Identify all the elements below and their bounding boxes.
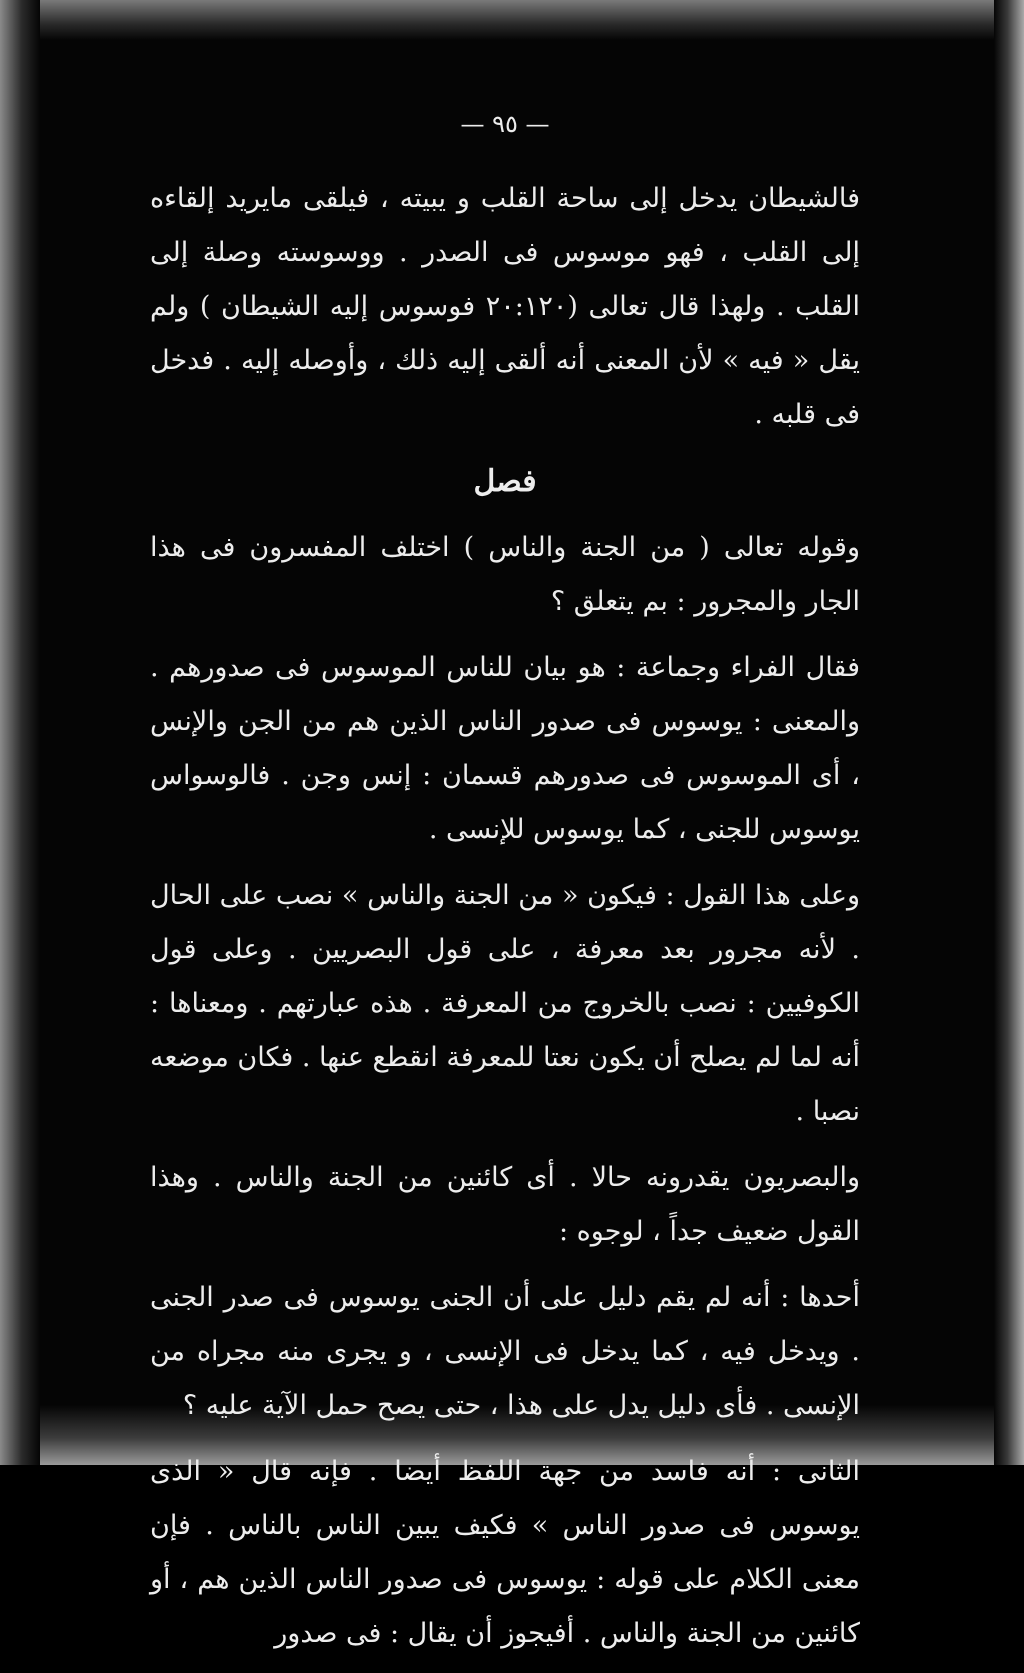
paragraph-5: والبصريون يقدرونه حالا . أى كائنين من الجنة والناس . وهذا القول ضعيف جداً ، لوجوه : (150, 1162, 860, 1247)
paragraph-6: أحدها : أنه لم يقم دليل على أن الجنى يوسوس فى صدر الجنى . ويدخل فيه ، كما يدخل فى الإنسى ، و يجرى منه مجراه من الإنسى . فأى دليل يدل على هذا ، حتى يصح حمل الآية عليه ؟ (150, 1282, 860, 1421)
page-text-block (150, 110, 860, 1673)
section-heading: فصل (473, 464, 537, 499)
paragraph-2: وقوله تعالى ( من الجنة والناس ) اختلف المفسرون فى هذا الجار والمجرور : بم يتعلق ؟ (150, 532, 860, 617)
paragraph-7: الثانى : أنه فاسد من جهة اللفظ أيضا . فإنه قال « الذى يوسوس فى صدور الناس » فكيف يبين الناس بالناس . فإن معنى الكلام على قوله : يوسوس فى صدور الناس الذين هم ، أو كائنين من الجنة والناس . أفيجوز أن يقال : فى صدور (150, 1456, 860, 1649)
paragraph-1: فالشيطان يدخل إلى ساحة القلب و يبيته ، فيلقى مايريد إلقاءه إلى القلب ، فهو موسوس فى الصدر . ووسوسته وصلة إلى القلب . ولهذا قال تعالى (٢٠:١٢٠ فوسوس إليه الشيطان ) ولم يقل « فيه » لأن المعنى أنه ألقى إليه ذلك ، وأوصله إليه . فدخل فى قلبه . (150, 183, 860, 430)
paragraph-4: وعلى هذا القول : فيكون « من الجنة والناس » نصب على الحال . لأنه مجرور بعد معرفة ، على قول البصريين . وعلى قول الكوفيين : نصب بالخروج من المعرفة . هذه عبارتهم . ومعناها : أنه لما لم يصلح أن يكون نعتا للمعرفة انقطع عنها . فكان موضعه نصبا . (150, 880, 860, 1127)
paragraph-3: فقال الفراء وجماعة : هو بيان للناس الموسوس فى صدورهم . والمعنى : يوسوس فى صدور الناس الذين هم من الجن والإنس ، أى الموسوس فى صدورهم قسمان : إنس وجن . فالوسواس يوسوس للجنى ، كما يوسوس للإنسى . (150, 652, 860, 845)
scan-edge-left (0, 0, 40, 1465)
page-number: — ٩٥ — (460, 110, 550, 138)
scan-edge-right (994, 0, 1024, 1465)
scan-edge-top (0, 0, 1024, 40)
